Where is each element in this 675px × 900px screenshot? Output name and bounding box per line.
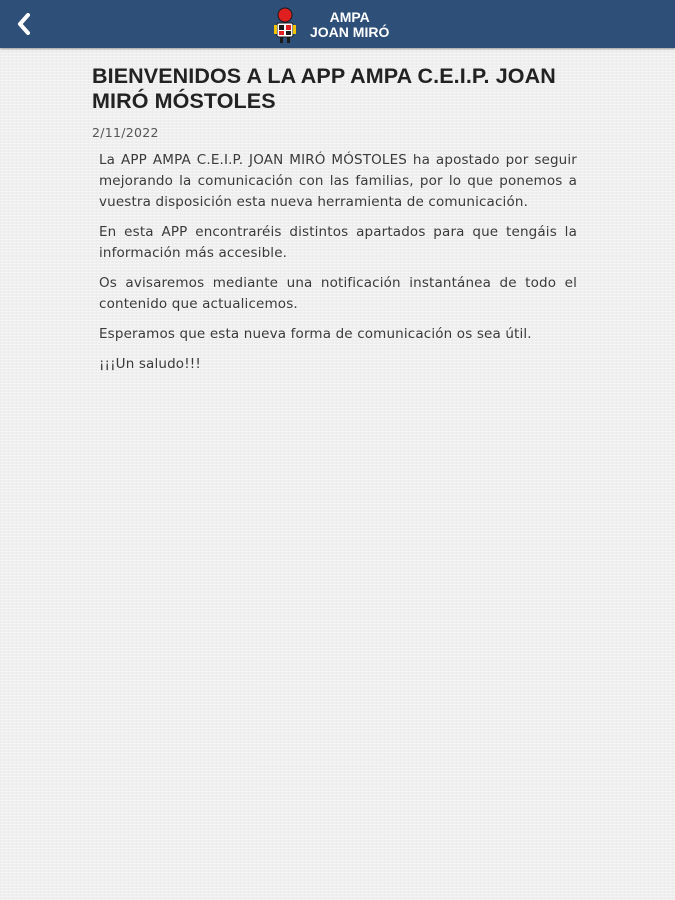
post-date: 2/11/2022 xyxy=(92,125,159,140)
paragraph-sections: En esta APP encontraréis distintos apartados para que tengáis la información más accesible. xyxy=(99,224,577,261)
logo-line-1: AMPA xyxy=(329,9,370,25)
back-button[interactable] xyxy=(0,0,48,48)
app-logo xyxy=(270,6,389,44)
paragraph-hope: Esperamos que esta nueva forma de comunicación os sea útil. xyxy=(99,326,532,342)
logo-text xyxy=(310,10,389,40)
top-app-bar xyxy=(0,0,675,48)
paragraph-intro: La APP AMPA C.E.I.P. JOAN MIRÓ MÓSTOLES ha apostado por seguir mejorando la comunicación con las familias, por lo que ponemos a vuestra disposición esta nueva herramienta de comunicación. xyxy=(99,152,577,210)
paragraph-notifications: Os avisaremos mediante una notificación instantánea de todo el contenido que actualicemos. xyxy=(99,275,577,312)
article-body xyxy=(92,150,577,375)
paragraph-greeting: ¡¡¡Un saludo!!! xyxy=(99,356,201,372)
logo-line-2: JOAN MIRÓ xyxy=(310,24,390,40)
chevron-left-icon xyxy=(16,13,32,35)
page-title: BIENVENIDOS A LA APP AMPA C.E.I.P. JOAN MIRÓ MÓSTOLES xyxy=(92,64,556,113)
ampa-logo-icon xyxy=(270,6,300,44)
article xyxy=(92,64,582,384)
